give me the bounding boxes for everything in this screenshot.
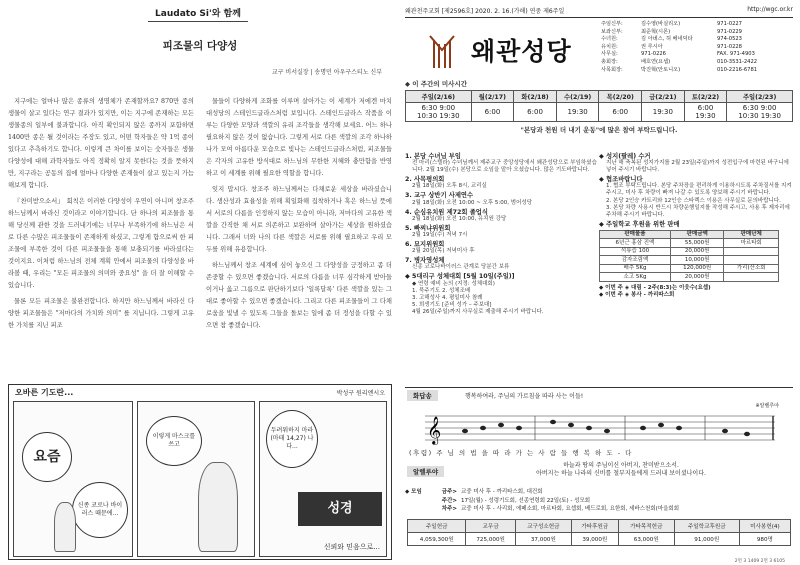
speech-bubble: 이렇게 마스크를 쓰고 [146, 416, 202, 466]
psalm-label: 화답송 [407, 390, 438, 401]
offering-value-row: 4,059,300원 725,000원 37,000원 39,000원 63,000원 91,000원 980명 [408, 533, 791, 546]
mass-time: 6:30 9:00 10:30 19:30 [406, 103, 472, 122]
mass-time: 6:30 9:00 10:30 19:30 [727, 103, 793, 122]
news-item: 2. 사목평의회 2월 18일(화) 오후 8시, 교리실 [405, 176, 487, 190]
character-figure [54, 502, 76, 552]
staff-row: 주임신부: 김수영(바실리오) 971-0227 [601, 21, 742, 27]
meeting-row: 주간> 17일(월) - 성령기도회, 선종연령회 22일(토) - 성모회 [441, 497, 591, 504]
staff-row: 총회장: 배호연(요셉) 010-3531-2422 [601, 58, 758, 65]
news-item: ◆ 5대리구 성체대회 [5월 10일(주일)] ◆ 연령 예비 논의 (지정: 성체대회) 1. 묵주기도 2. 성체조배 3. 고해성사 4. 평일미사 참례 5. 희생기도 [준비 성가 – 주보대] 4월 26일(주일)까지 사무실로 제출해 주시기 바랍니다. [405, 273, 544, 315]
right-page [405, 6, 793, 562]
staff-row: 유치원: 권 루시아 971-0228 [601, 43, 742, 50]
offering-header-row: 주일헌금 교무금 교구성소헌금 가타후원금 가타목적헌금 주일학교후원금 미사봉헌(4) [408, 520, 791, 533]
offering-table [407, 519, 791, 546]
paragraph: 잊지 맙시다. 창조주 하느님께서는 다채로운 세상을 바라셨습니다. 생산성과 효율성을 위해 획일화해 집착하거나 혹은 하느님 뜻에서 서로의 다름을 인정하지 않는 모습이 아니라, 저마다의 고유한 색깔을 간직한 채 서로 의존하고 보완하며 살아가는 세상을 원하셨습니다. 그래서 너와 나의 다른 색깔은 서로를 위해 필요하고 우리 모두를 위해 유용합니다. [206, 186, 392, 253]
alleluia-text: 하늘과 땅의 주님이신 아버지, 찬미받으소서. 아버지는 하늘 나라의 신비를 철부지들에게 드러내 보이셨나이다. [536, 462, 706, 477]
article-title: 피조물의 다양성 [162, 40, 238, 52]
comic-strip [8, 384, 392, 560]
psalm-refrain: 행복하여라, 주님의 가르침을 따라 사는 이들! [465, 393, 584, 400]
mass-day: 월(2/17) [471, 91, 514, 103]
article-column-2 [206, 96, 392, 386]
footer-code: 2면 3 1409 2면 3 6105 [734, 559, 785, 564]
staff-row: 사무실: 971-0226 FAX. 971-4903 [601, 51, 755, 58]
mass-time-row [406, 103, 793, 122]
website-url[interactable]: http://wgc.or.kr [747, 6, 793, 13]
news-item: 5. 빠찌냐위원회 2월 19일(수) 저녁 7시 [405, 224, 468, 238]
mass-times-heading: ◆ 이 주간의 미사시간 [405, 80, 468, 88]
mass-day: 토(2/22) [684, 91, 727, 103]
meetings [405, 488, 793, 514]
weekly-service: ◆ 이번 주 ◈ 봉사 - 까리따스회 [599, 292, 675, 299]
article-column-1 [8, 96, 194, 386]
news-item: ◆ 성지(팔레) 수거 지난 해 축복된 성지가지를 2월 23일(주일)까지 성전입구에 마련된 바구니에 넣어 주시기 바랍니다. [599, 153, 789, 174]
mass-time: 6:00 [471, 103, 514, 122]
staff-row: 보좌신부: 최준혁(시몬) 971-0229 [601, 28, 742, 35]
music-staff-icon [425, 408, 775, 446]
paragraph: 물들이 다양하게 조화를 이루며 살아가는 이 세계가 저에겐 마치 대성당의 스테인드글라스처럼 보입니다. 스테인드글라스 작품을 이루는 다양한 모양과 색깔의 유리 조각들을 생각해 보세요. 어느 하나 필요하지 않은 것이 없습니다. 그렇게 서로 다른 색깔의 조각 하나하나가 모여 아름다운 모습으로 빛나는 스테인드글라스처럼, 피조물들은 각자의 고유한 방식대로 하느님의 무한한 지혜와 충만함을 반영하고 이 세계를 위해 필요한 역할을 합니다. [206, 98, 392, 177]
masthead [405, 20, 793, 78]
bible-sign: 성경 [298, 492, 382, 526]
mass-day: 금(2/21) [642, 91, 685, 103]
mass-time: 19:30 [642, 103, 685, 122]
news-column-right [599, 153, 793, 385]
comic-caption: 신뢰와 믿음으로... [323, 543, 380, 551]
news-column-left [405, 153, 599, 385]
mass-day: 목(2/20) [599, 91, 642, 103]
mass-times-table [405, 90, 793, 122]
news-item: ◆ 주일학교 후원을 위한 판매 [599, 220, 680, 228]
issue-info: 왜관천주교회 [제2596호] 2020. 2. 16.(가해) 연중 제6주일 [405, 8, 565, 15]
psalm-section [405, 387, 793, 485]
mass-time: 6:00 [514, 103, 557, 122]
mass-day-row [406, 91, 793, 103]
parish-news [405, 153, 793, 385]
church-name: 왜관성당 [471, 37, 572, 66]
comic-title: 오바른 기도란... [15, 388, 74, 397]
mass-day: 수(2/19) [556, 91, 599, 103]
paragraph: 물론 모든 피조물은 불완전합니다. 하지만 하느님께서 바라신 다양한 피조물들은 "저마다의 가치와 의미" 를 지닙니다. 그렇게 고유한 가치를 지닌 피조 [8, 298, 194, 329]
speech-bubble: 요즘 [22, 432, 72, 482]
mass-time: 6:00 [599, 103, 642, 122]
mass-day: 주일(2/23) [727, 91, 793, 103]
weekly-duty: ◆ 이번 주 ◈ 대림 - 2주(8:3)는 이웃수(요셉) [599, 284, 711, 291]
news-item: 7. 병자영성체 신종 코로나바이러스 관계로 당분간 보류 [405, 257, 510, 271]
svg-text:𝄞: 𝄞 [427, 416, 442, 444]
speech-bubble: 두려워하지 마라 (마태 14,27) 나다... [266, 410, 318, 468]
news-item: 6. 묘지위원회 2월 20일(목) 저녁미사 후 [405, 241, 475, 255]
news-item: 3. 교구 상반기 사제연수 2월 18일(화) 오전 10:00 ~ 오후 5:00, 범어성당 [405, 192, 533, 206]
news-item: ◆ 협조바랍니다 1. 협조 부탁드립니다. 본당 주차장을 편리하게 이용하시도록 주차질서를 지켜 주시고, 미사 후 차량이 빠져 나갈 수 있도록 양보해 주시기 바랍니다. 2. 본당 2인승 카트리와 12인승 스타렉스 이용은 사무실로 문의바랍니다. 3. 본당 차량 사용시 반드시 차량운행일지를 작성해 주시고, 사용 후 제자리에 주차해 주시기 바랍니다. [599, 176, 792, 218]
mass-day: 주일(2/16) [406, 91, 472, 103]
campaign-slogan: "본당과 천원 더 내기 운동"에 많은 참여 부탁드립니다. [520, 126, 678, 134]
issue-line [405, 6, 793, 18]
sale-table: 판매물품 판매금액 판매단체 6년근 홍삼 진액 55,000원 마르타회 석류즙 100 20,000원 감자조림액 10,000원 배추 5Kg 120,000원 가리(산소회 소고 5Kg 20,000원 [599, 230, 779, 282]
article-byline: 교구 비서실장 | 송명민 아우구스티노 신부 [271, 69, 382, 76]
news-item: 1. 본당 수녀님 부임 전 마리(스텔라) 수녀님께서 제주교구 중앙성당에서 왜관성당으로 부임하셨습니다. 2월 19일(수) 본당으로 소임을 맡아 오셨습니다. 많은 기도바랍니다. [405, 153, 597, 174]
mass-time: 6:00 19:30 [684, 103, 727, 122]
meeting-row: ◆ 모임 금주> 교중 미사 후 - 까리타스회, 대건회 [405, 489, 543, 495]
comic-panel-1 [13, 401, 133, 557]
meeting-row: 차주> 교중 미사 후 - 사리회, 에페소회, 마르타회, 요셉회, 베드로회, 요한회, 세바스천회(마을회회 [441, 506, 680, 512]
column-header: Laudato Si'와 함께 [148, 6, 248, 22]
church-logo-icon [429, 30, 455, 70]
paragraph: 『찬미받으소서』 회칙은 이러한 다양성이 우연이 아니며 창조주 하느님께서 바라신 것이라고 이야기합니다. 단 하나의 피조물을 통해 당신께 관한 것을 드러내기에는 너무나 부족하기에 하느님은 서로 다른 수많은 피조물들이 존재하게 하셨고, 그렇게 함으로써 한 피조물에 부족한 것이 다른 피조물들을 통해 보충되기를 바라셨다는 것이지요. 이처럼 하느님의 전체 계획 안에서 피조물의 다양성을 바라볼 때, 우리는 "모든 피조물의 의미와 중요성" 을 더 잘 이해할 수 있습니다. [8, 198, 194, 289]
mass-day: 화(2/18) [514, 91, 557, 103]
left-page [8, 6, 392, 562]
alleluia-mark: ※알렐루야 [755, 403, 779, 409]
paragraph: 지구에는 얼마나 많은 종류의 생명체가 존재할까요? 870만 종의 생물이 살고 있다는 연구 결과가 있지만, 이는 지구에 존재하는 모든 생물종의 일부에 불과합니다. 아직 확인되지 않은 종까지 포함하면 1400만 종은 될 것이라는 주장도 있고, 어떤 학자들은 약 1억 종이 있다고 추측하기도 합니다. 이렇게 큰 차이를 보이는 숫자들은 생물 다양성에 대해 과학자들도 아직 정확히 알지 못한다는 것을 뜻하지만, 지구라는 공동의 집에 얼마나 다양한 존재들이 살고 있는지 가늠해보게 합니다. [8, 98, 194, 189]
staff-row: 수녀원: 김 아녜스, 허 베네딕타 974-0523 [601, 36, 742, 43]
comic-author: 박성구 원리엔시오 [336, 390, 385, 397]
paragraph: 하느님께서 창조 세계에 심어 놓으신 그 다양성을 긍정하고 좀 더 존중할 수 있으면 좋겠습니다. 서로의 다름을 너무 심각하게 받아들이거나 옳고 그름으로 판단하기보다 '일록달록' 다른 색깔을 있는 그대로 좋아할 수 있으면 좋겠습니다. 그리고 다른 피조물들이 그 다채로움을 빛낼 수 있도록 그들을 돌보는 일에 좀 더 정성을 다할 수 있으면 참 좋겠습니다. [206, 262, 392, 329]
news-item: 4. 순심유치원 제72회 졸업식 2월 18일(화) 오전 10:00, 유치원 강당 [405, 208, 507, 222]
comic-panel-3 [259, 401, 387, 557]
staff-directory [601, 21, 757, 74]
psalm-lyrics: (후렴) 주 님 의 법 을 따 라 가 는 사 람 들 행 복 하 도 - 다 [409, 449, 633, 457]
comic-panel-2 [137, 401, 255, 557]
character-figure [198, 462, 238, 552]
staff-row: 사목회장: 박진혁(안토니오) 010-2216-6781 [601, 66, 758, 73]
alleluia-label: 알렐루야 [407, 466, 444, 477]
speech-bubble: 신종 코로나 바이러스 때문에... [72, 482, 128, 538]
mass-time: 19:30 [556, 103, 599, 122]
article-body [8, 96, 392, 386]
